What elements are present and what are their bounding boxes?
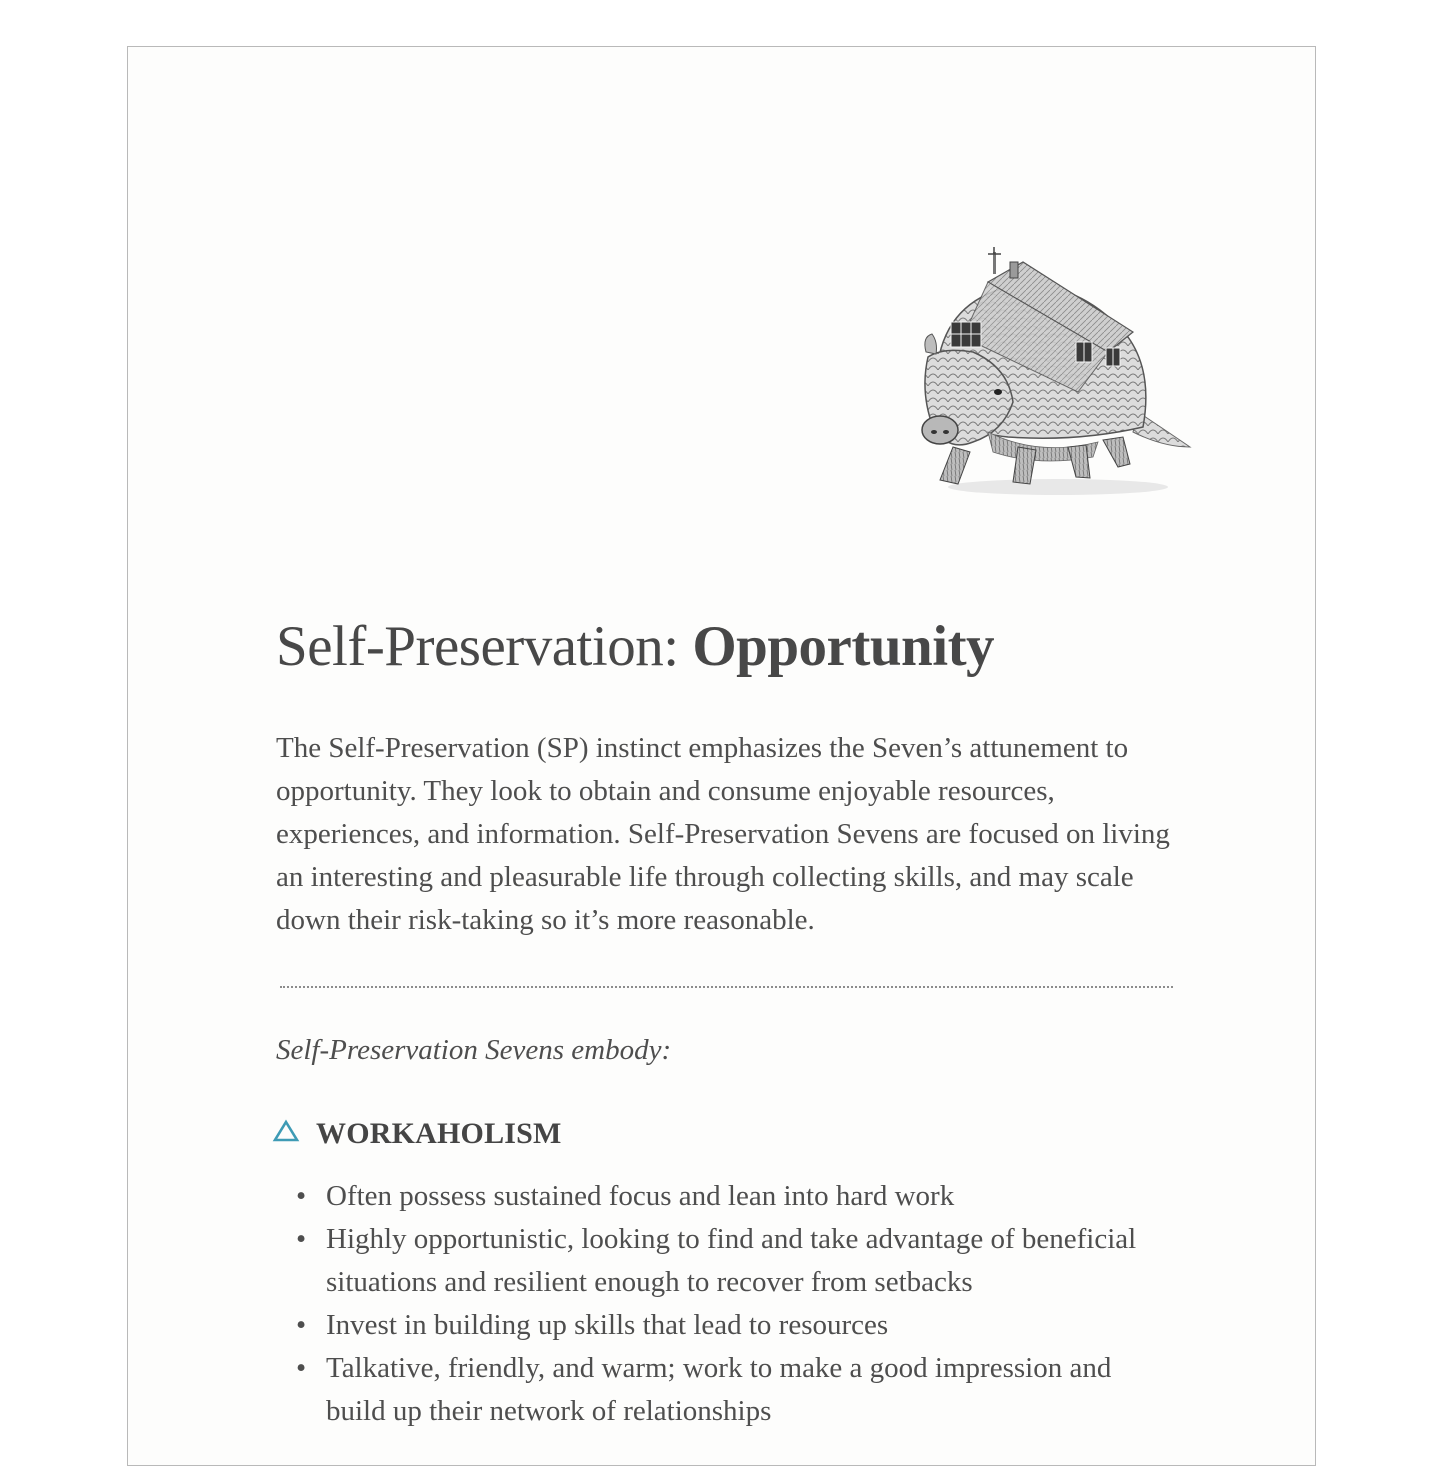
dotted-divider [280,986,1173,988]
triangle-outline-icon [272,1119,300,1143]
armadillo-house-illustration [918,242,1193,502]
content [276,612,1176,1433]
list-item-text: Invest in building up skills that lead to resources [326,1309,889,1341]
document-page [127,46,1316,1466]
intro-paragraph: The Self-Preservation (SP) instinct emphasizes the Seven’s attunement to opportunity. They look to obtain and consume enjoyable resources, experiences, and information. Self-Preservation Sevens are focused on living an interesting and pleasurable life through collecting skills, and may scale down their risk-taking so it’s more reasonable. [276,732,1170,936]
list-item-text: Highly opportunistic, looking to find and take advantage of beneficial situations and resilient enough to recover from setbacks [326,1223,1137,1298]
bullet-dot: • [296,1180,307,1212]
title-bold: Opportunity [692,615,995,678]
bullet-dot: • [296,1352,307,1384]
list-item [276,1218,1176,1304]
section-title: WORKAHOLISM [316,1117,562,1150]
page-title [276,612,1176,682]
bullet-dot: • [296,1309,307,1341]
list-item [276,1175,1176,1218]
title-regular: Self-Preservation: [276,615,693,678]
list-item [276,1304,1176,1347]
section-header [276,1113,1176,1155]
bullet-dot: • [296,1223,307,1255]
bullet-list [276,1175,1176,1433]
lead-text: Self-Preservation Sevens embody: [276,1034,672,1066]
list-item [276,1347,1176,1433]
list-item-text: Talkative, friendly, and warm; work to make a good impression and build up their network of relationships [326,1352,1112,1427]
list-item-text: Often possess sustained focus and lean into hard work [326,1180,955,1212]
